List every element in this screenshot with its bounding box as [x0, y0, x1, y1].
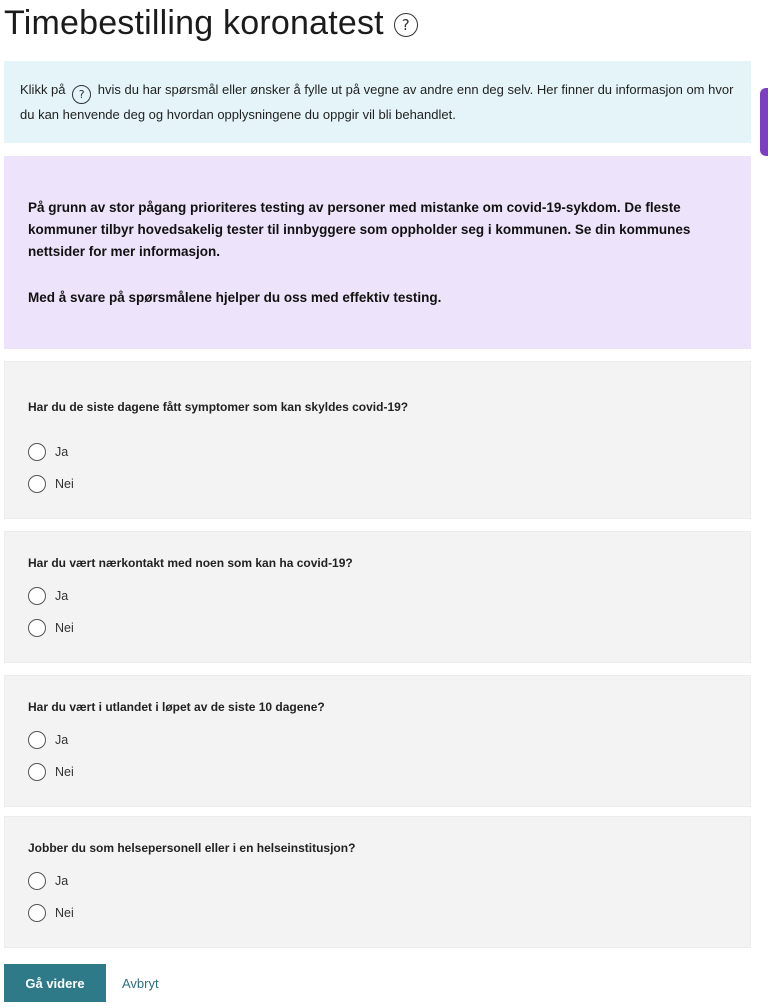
notice-paragraph-help: Med å svare på spørsmålene hjelper du oss med effektiv testing.: [28, 290, 442, 305]
page-title: [4, 0, 418, 46]
notice-paragraph-priority: På grunn av stor pågang prioriteres testing av personer med mistanke om covid-19-sykdom. De fleste kommuner tilbyr hovedsakelig tester til innbyggere som oppholder seg i kommunen. Se din kommunes nettsider for mer informasjon.: [28, 200, 691, 259]
info-text: hvis du har spørsmål eller ønsker å fylle ut på vegne av andre enn deg selv. Her finner du informasjon om hvor du kan henvende deg og hvordan opplysningene du oppgir vil bli behandlet.: [20, 82, 734, 122]
info-box: [4, 61, 751, 143]
help-icon[interactable]: ?: [394, 13, 418, 37]
info-prefix: Klikk på: [20, 82, 66, 97]
option-label: Ja: [55, 589, 69, 603]
option-contact-no[interactable]: [28, 618, 74, 638]
radio-button[interactable]: [28, 763, 46, 781]
inline-help-icon[interactable]: ?: [72, 85, 91, 104]
radio-button[interactable]: [28, 731, 46, 749]
option-symptoms-yes[interactable]: [28, 442, 68, 462]
question-symptoms: [4, 361, 751, 519]
option-contact-yes[interactable]: [28, 586, 68, 606]
continue-button[interactable]: Gå videre: [4, 964, 106, 1002]
option-abroad-yes[interactable]: [28, 730, 68, 750]
option-label: Ja: [55, 733, 69, 747]
option-label: Ja: [55, 874, 69, 888]
radio-button[interactable]: [28, 904, 46, 922]
radio-button[interactable]: [28, 872, 46, 890]
radio-button[interactable]: [28, 443, 46, 461]
option-health-worker-yes[interactable]: [28, 871, 68, 891]
question-text: Har du vært nærkontakt med noen som kan ha covid-19?: [28, 556, 353, 570]
option-health-worker-no[interactable]: [28, 903, 74, 923]
radio-button[interactable]: [28, 619, 46, 637]
question-text: Har du vært i utlandet i løpet av de siste 10 dagene?: [28, 700, 325, 714]
option-label: Nei: [55, 477, 74, 491]
question-text: Har du de siste dagene fått symptomer som kan skyldes covid-19?: [28, 400, 409, 414]
option-label: Nei: [55, 765, 74, 779]
option-label: Nei: [55, 621, 74, 635]
radio-button[interactable]: [28, 475, 46, 493]
option-symptoms-no[interactable]: [28, 474, 74, 494]
radio-button[interactable]: [28, 587, 46, 605]
option-label: Nei: [55, 906, 74, 920]
question-text: Jobber du som helsepersonell eller i en helseinstitusjon?: [28, 841, 356, 855]
page-title-text: Timebestilling koronatest: [4, 3, 384, 42]
option-label: Ja: [55, 445, 69, 459]
question-close-contact: [4, 531, 751, 663]
question-abroad: [4, 675, 751, 807]
question-health-worker: [4, 816, 751, 948]
notice-box: [4, 156, 751, 349]
cancel-link[interactable]: Avbryt: [122, 964, 159, 1002]
option-abroad-no[interactable]: [28, 762, 74, 782]
side-feedback-tab[interactable]: [760, 88, 768, 156]
